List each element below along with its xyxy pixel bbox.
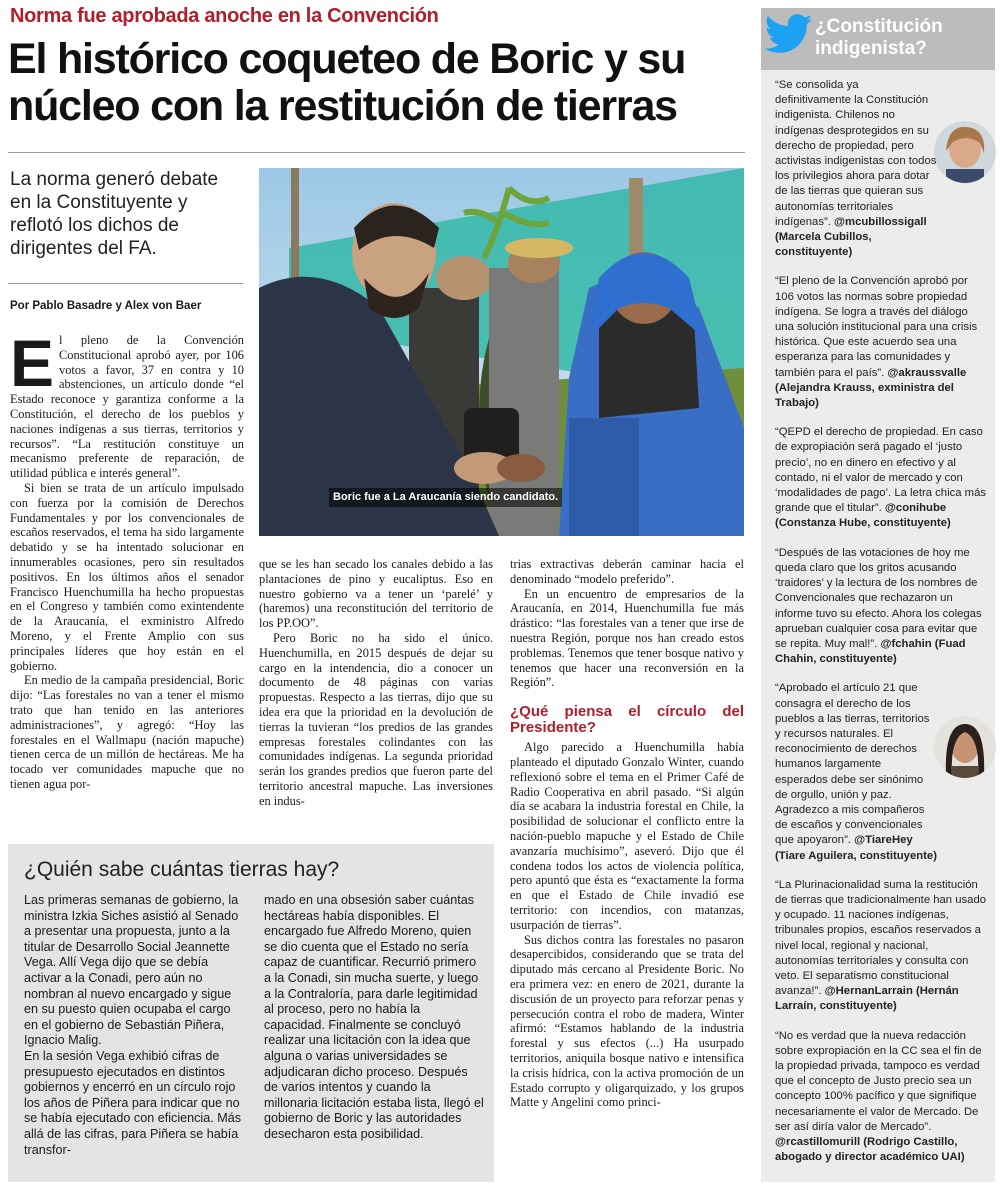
paragraph: Sus dichos contra las forestales no pasaron desapercibidos, considerando que se trata del diputado más cercano al Presidente Boric. No era primera vez: en enero de 2021, durante la discusión de un proyecto para reforzar penas y persecución contra el robo de madera, Winter afirmó: “Estamos hablando de la industria forestal y sus efectos (...) Ha usurpado territorios, aniquila bosque nativo e intensifica la crisis hídrica, con la activa promoción de un Estado corrupto y oligarquizado, y los grupos Matte y Angelini como princi- [510, 932, 744, 1110]
paragraph: l pleno de la Convención Constitucional aprobó ayer, por 106 votos a favor, 37 en contra y 10 abstenciones, un artículo donde “el Estado reconoce y garantiza conforme a la Constitución, el derecho de los pueblos y naciones indígenas a sus tierras, territorios y recursos”. “La restitución constituye un mecanismo preferente de reparación, de utilidad pública e interés general”. [10, 333, 244, 481]
paragraph: En un encuentro de empresarios de la Araucanía, en 2014, Huenchumilla fue más drástico: “las forestales van a tener que irse de nuestra Región, porque nos han creado estos problemas. Tenemos que tener bosque nativo y tenemos que hacer una reconversión en la Región”. [510, 586, 744, 690]
byline: Por Pablo Basadre y Alex von Baer [10, 300, 202, 312]
tweet: “No es verdad que la nueva redacción sobre expropiación en la CC sea el fin de la propiedad privada, tampoco es verdad que el concepto de Justo precio sea un concepto 100% pacífico y que signifique necesariamente el valor de Mercado. De ser así diría valor de Mercado”. @rcastillomurill (Rodrigo Castillo, abogado y director académico UAI) [775, 1029, 982, 1164]
divider [8, 152, 745, 153]
paragraph: que se les han secado los canales debido a las plantaciones de pino y eucaliptus. Eso en nuestro gobierno va a tener un ‘parelé’ y (haremos) una reconstitución del territorio de los PP.OO”. [259, 557, 493, 631]
tweet: “Se consolida ya definitivamente la Constitución indigenista. Chilenos no indígenas desprotegidos en su derecho de propiedad, pero activistas indigenistas con todos los privilegios ahora para dotar de las tierras que quieran sus autonomías territoriales indígenas”. @mcubillossigall (Marcela Cubillos, constituyente) [775, 79, 937, 259]
divider [8, 283, 243, 284]
tweet: “El pleno de la Convención aprobó por 106 votos las normas sobre propiedad indígena. Se logra a través del diálogo una solución institucional para una crisis histórica. Que este acuerdo sea una esperanza para las comunidades y también para el país”. @akraussvalle (Alejandra Krauss, exministra del Trabajo) [775, 275, 978, 410]
article-photo [259, 168, 744, 536]
box-column-2 [264, 893, 484, 1143]
paragraph: Si bien se trata de un artículo impulsado con fuerza por la comisión de Derechos Fundamentales y por los convencionales de escaños reservados, el tema ha sido largamente debatido y se ha intentado solucionar en innumerables ocasiones, pero sin resultados positivos. En los últimos años el senador Francisco Huenchumilla ha hecho propuestas en el Congreso y también como exintendente de la Araucanía, el exministro Alfredo Moreno, y el Frente Amplio con sus principales líderes que hoy están en el gobierno. [10, 480, 244, 673]
kicker: Norma fue aprobada anoche en la Convención [10, 5, 439, 27]
twitter-bird-icon [765, 14, 813, 61]
deck: La norma generó debate en la Constituyente y reflotó los dichos de dirigentes del FA. [10, 169, 219, 259]
tweet: “Después de las votaciones de hoy me queda claro que los gritos acusando ‘traidores’ y la lectura de los nombres de Convencionales que rechazaron un informe tuvo su efecto. Ahora los colegas aprueban cualquier cosa para evitar que se repita. Muy mal!”. @fchahin (Fuad Chahin, constituyente) [775, 546, 982, 666]
paragraph: Pero Boric no ha sido el único. Huenchumilla, en 2015 después de dejar su cargo en la intendencia, dio a conocer un documento de 48 páginas con varias propuestas. Respecto a las tierras, dijo que su idea era que la prioridad en la devolución de tierras la tuvieran “los predios de las grandes empresas forestales colindantes con las comunidades indígenas. La segunda prioridad serán los grandes predios que fueron parte del territorio ancestral mapuche. Las inversiones en indus- [259, 630, 493, 808]
paragraph: En medio de la campaña presidencial, Boric dijo: “Las forestales no van a tener el mismo trato que han tenido en las anteriores administraciones”, y agregó: “Hoy las forestales en el Wallmapu (nación mapuche) tienen cerca de un millón de hectáreas. Me ha tocado ver comunidades mapuche que no tienen agua por- [10, 673, 244, 791]
paragraph: trias extractivas deberán caminar hacia el denominado “modelo preferido”. [510, 557, 744, 586]
tweet: “QEPD el derecho de propiedad. En caso de expropiación será pagado el ‘justo precio’, no en dinero en efectivo y al contado, ni el valor de mercado y con ‘modalidades de pago’. La letra chica más grande que el titular”. @conihube (Constanza Hube, constituyente) [775, 426, 987, 530]
subheading: ¿Qué piensa el círculo del Presidente? [510, 703, 744, 737]
paragraph: Algo parecido a Huenchumilla había planteado el diputado Gonzalo Winter, cuando reflexionó sobre el tema en el Primer Café de Radio Cooperativa en abril pasado. “Si algún día se acabara la industria forestal en Chile, la posibilidad de solucionar el conflicto entre la nación-pueblo mapuche y el Estado de Chile avanzaría muchísimo”, aseveró. Dijo que él condena todos los actos de violencia política, pero apuntó que ésta es “exactamente la forma en que el Estado de Chile invadió ese territorio: con incendios, con matanzas, usurpación de tierras”. [510, 740, 744, 932]
paragraph: mado en una obsesión saber cuántas hectáreas había disponibles. El encargado fue Alfredo Moreno, quien se dio cuenta que el Estado no sería capaz de cuantificar. Recurrió primero a la Conadi, sin mucha suerte, y luego a la Contraloría, para darle legitimidad al proceso, pero no había la capacidad. Finalmente se concluyó realizar una licitación con la idea que alguna o varias universidades se adjudicaran dicho proceso. Después de varios intentos y cuando la millonaria licitación estaba lista, llegó el gobierno de Boric y las autoridades desecharon esta posibilidad. [264, 893, 484, 1141]
paragraph: En la sesión Vega exhibió cifras de presupuesto ejecutados en distintos gobiernos y encerró en un círculo rojo los años de Piñera para indicar que no se había ejecutado con eficiencia. Más allá de las cifras, para Piñera se había transfor- [24, 1048, 242, 1157]
tweet-list [775, 78, 989, 1179]
sidebar-title: ¿Constitución indigenista? [815, 16, 943, 59]
article-column-3 [510, 557, 744, 1110]
headline: El histórico coqueteo de Boric y su núcleo con la restitución de tierras [8, 35, 686, 130]
photo-caption: Boric fue a La Araucanía siendo candidato. [329, 488, 562, 507]
box-title: ¿Quién sabe cuántas tierras hay? [24, 858, 340, 881]
tweet: “La Plurinacionalidad suma la restitución de tierras que tradicionalmente han usado y ocupado. 11 naciones indígenas, tribunales propios, escaños reservados a nivel local, regional y nacional, autonomías territoriales y consulta con veto. El separatismo constitucional avanza!”. @HernanLarrain (Hernán Larraín, constituyente) [775, 878, 987, 1013]
article-column-2 [259, 557, 493, 809]
tweet: “Aprobado el artículo 21 que consagra el derecho de los pueblos a las tierras, territorios y recursos naturales. El reconocimiento de derechos humanos largamente esperados debe ser sinónimo de orgullo, unión y paz. Agradezco a mis compañeros de escaños y convencionales que apoyaron”. @TiareHey (Tiare Aguilera, constituyente) [775, 682, 937, 862]
drop-cap: E [10, 326, 55, 400]
box-column-1 [24, 893, 246, 1158]
article-column-1 [10, 326, 244, 792]
paragraph: Las primeras semanas de gobierno, la ministra Izkia Siches asistió al Senado a presentar una propuesta, junto a la titular de Desarrollo Social Jeannette Vega. Allí Vega dijo que se debía activar a la Conadi, pero aún no nombran al nuevo encargado y sigue en su puesto quien ocupaba el cargo en el gobierno de Sebastián Piñera, Ignacio Malig. [24, 893, 239, 1048]
